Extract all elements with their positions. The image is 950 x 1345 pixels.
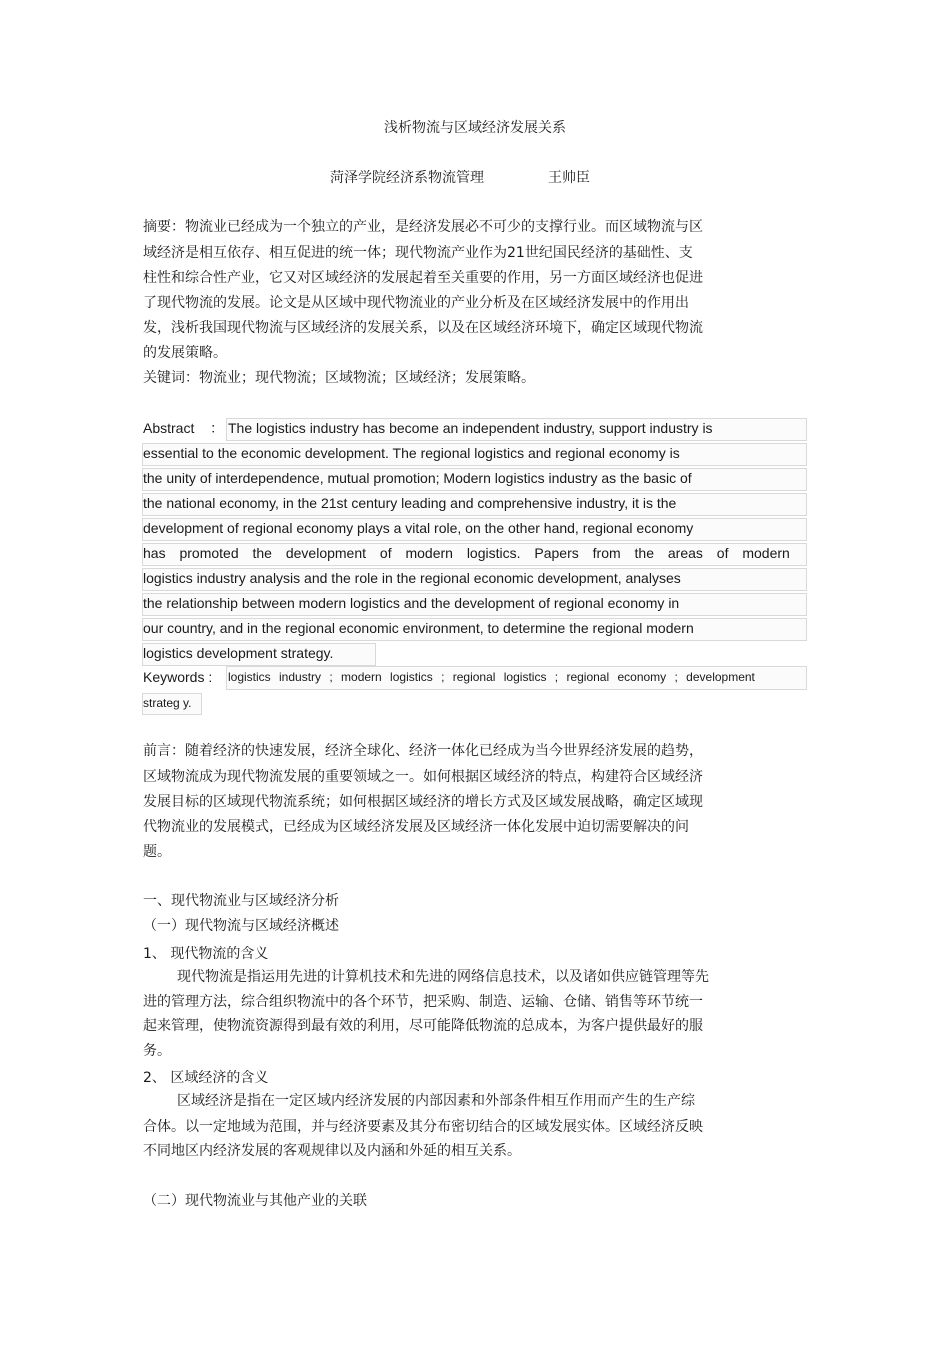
paragraph-line: 进的管理方法，综合组织物流中的各个环节，把采购、制造、运输、仓储、销售等环节统一 <box>143 994 703 1010</box>
abstract-en-line: has promoted the development of modern logistics. Papers from the areas of modern <box>143 545 790 561</box>
subsection-heading: （一）现代物流与区域经济概述 <box>143 918 339 934</box>
subsection-heading: （二）现代物流业与其他产业的关联 <box>143 1193 367 1209</box>
abstract-en-label: Abstract <box>143 420 195 436</box>
intro-line: 发展目标的区域现代物流系统；如何根据区域经济的增长方式及区域发展战略，确定区域现 <box>143 794 703 810</box>
abstract-en-line: essential to the economic development. The regional logistics and regional economy is <box>143 445 680 461</box>
abstract-en-line: our country, and in the regional economic environment, to determine the regional modern <box>143 620 694 636</box>
paragraph-line: 现代物流是指运用先进的计算机技术和先进的网络信息技术，以及诸如供应链管理等先 <box>177 969 709 985</box>
abstract-en-line: the unity of interdependence, mutual promotion; Modern logistics industry as the basic of <box>143 470 692 486</box>
keywords-en-label: Keywords : <box>143 669 213 685</box>
abstract-cn-line: 柱性和综合性产业，它又对区域经济的发展起着至关重要的作用，另一方面区域经济也促进 <box>143 270 703 286</box>
keywords-en-line: logistics industry ; modern logistics ; regional logistics ; regional economy ; development <box>228 670 755 684</box>
item-heading: 2、 区域经济的含义 <box>143 1070 269 1086</box>
abstract-en-colon: ： <box>210 420 224 436</box>
abstract-en-line: logistics development strategy. <box>143 645 334 661</box>
paper-title: 浅析物流与区域经济发展关系 <box>384 120 566 136</box>
intro-line: 代物流业的发展模式，已经成为区域经济发展及区域经济一体化发展中迫切需要解决的问 <box>143 819 689 835</box>
author-affiliation: 菏泽学院经济系物流管理 <box>330 170 484 186</box>
item-heading: 1、 现代物流的含义 <box>143 946 269 962</box>
abstract-en-line: the national economy, in the 21st century leading and comprehensive industry, it is the <box>143 495 677 511</box>
paragraph-line: 起来管理，使物流资源得到最有效的利用，尽可能降低物流的总成本，为客户提供最好的服 <box>143 1018 703 1034</box>
paragraph-line: 务。 <box>143 1043 171 1059</box>
intro-line: 前言：随着经济的快速发展，经济全球化、经济一体化已经成为当今世界经济发展的趋势， <box>143 743 703 759</box>
abstract-cn-line: 的发展策略。 <box>143 345 227 361</box>
paragraph-line: 合体。以一定地域为范围，并与经济要素及其分布密切结合的区域发展实体。区域经济反映 <box>143 1119 703 1135</box>
intro-line: 题。 <box>143 844 171 860</box>
paragraph-line: 区域经济是指在一定区域内经济发展的内部因素和外部条件相互作用而产生的生产综 <box>177 1093 695 1109</box>
abstract-cn-line: 了现代物流的发展。论文是从区域中现代物流业的产业分析及在区域经济发展中的作用出 <box>143 295 689 311</box>
section-heading: 一、现代物流业与区域经济分析 <box>143 893 339 909</box>
abstract-en-line: logistics industry analysis and the role in the regional economic development, analyses <box>143 570 681 586</box>
abstract-en-line: The logistics industry has become an independent industry, support industry is <box>228 420 713 436</box>
keywords-en-line: strateg y. <box>143 696 192 710</box>
keywords-cn: 关键词：物流业；现代物流；区域物流；区域经济；发展策略。 <box>143 370 535 386</box>
paragraph-line: 不同地区内经济发展的客观规律以及内涵和外延的相互关系。 <box>143 1143 521 1159</box>
author-name: 王帅臣 <box>548 170 590 186</box>
abstract-en-line: the relationship between modern logistics and the development of regional economy in <box>143 595 680 611</box>
abstract-cn-line: 域经济是相互依存、相互促进的统一体；现代物流产业作为21世纪国民经济的基础性、支 <box>143 245 693 261</box>
abstract-cn-line: 摘要：物流业已经成为一个独立的产业，是经济发展必不可少的支撑行业。而区域物流与区 <box>143 219 703 235</box>
abstract-cn-line: 发，浅析我国现代物流与区域经济的发展关系，以及在区域经济环境下，确定区域现代物流 <box>143 320 703 336</box>
abstract-en-line: development of regional economy plays a vital role, on the other hand, regional economy <box>143 520 694 536</box>
intro-line: 区域物流成为现代物流发展的重要领域之一。如何根据区域经济的特点，构建符合区域经济 <box>143 769 703 785</box>
